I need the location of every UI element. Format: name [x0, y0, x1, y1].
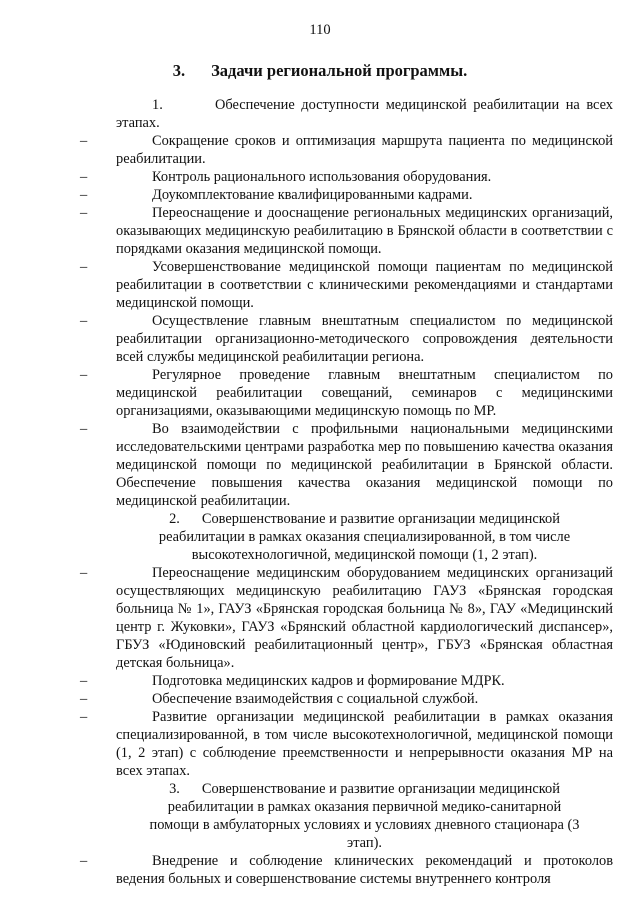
dash-marker: – — [80, 565, 88, 581]
document-body — [80, 96, 614, 888]
list-item — [80, 366, 613, 420]
list-item — [80, 204, 613, 258]
section-text: Совершенствование и развитие организации медицинской реабилитации в рамках оказания специализированной, в том числе высокотехнологичной, медицинской помощи (1, 2 этап). — [158, 511, 571, 563]
list-item — [80, 168, 613, 186]
list-item-text: Доукомплектование квалифицированными кадрами. — [152, 187, 473, 203]
list-item-text: Регулярное проведение главным внештатным специалистом по медицинской реабилитации совещаний, семинаров с медицинскими организациями, оказывающими медицинскую помощь по МР. — [116, 367, 613, 419]
dash-marker: – — [80, 133, 88, 149]
list-item — [80, 690, 613, 708]
list-item — [80, 258, 613, 312]
list-item-text: Контроль рационального использования оборудования. — [152, 169, 492, 185]
heading-number: 3. — [172, 61, 186, 80]
heading-title: Задачи региональной программы. — [211, 61, 468, 80]
section-number: 3. — [169, 781, 180, 797]
list-item — [80, 672, 613, 690]
list-item — [80, 132, 613, 168]
dash-marker: – — [80, 421, 88, 437]
list-item-text: Осуществление главным внештатным специалистом по медицинской реабилитации организационно-методического сопровождения деятельности всей службы медицинской реабилитации региона. — [116, 313, 613, 365]
dash-marker: – — [80, 367, 88, 383]
list-item — [80, 564, 613, 672]
list-item-text: Развитие организации медицинской реабилитации в рамках оказания специализированной, в том числе высокотехнологичной, медицинской помощи (1, 2 этап) с соблюдение преемственности и непрерывности оказания МР на всех этапах. — [116, 709, 613, 779]
page-number: 110 — [309, 22, 331, 38]
dash-marker: – — [80, 187, 88, 203]
section-text: Совершенствование и развитие организации медицинской реабилитации в рамках оказания первичной медико-санитарной помощи в амбулаторных условиях и условиях дневного стационара (3 этап). — [149, 781, 580, 851]
list-item-text: Усовершенствование медицинской помощи пациентам по медицинской реабилитации в соответствии с клиническими рекомендациями и стандартами медицинской помощи. — [116, 259, 613, 311]
dash-marker: – — [80, 691, 88, 707]
list-item — [80, 708, 613, 780]
dash-marker: – — [80, 673, 88, 689]
list-item-text: Сокращение сроков и оптимизация маршрута пациента по медицинской реабилитации. — [116, 133, 613, 167]
section-heading — [0, 61, 640, 81]
dash-marker: – — [80, 205, 88, 221]
item-text: Обеспечение доступности медицинской реабилитации на всех этапах. — [116, 97, 614, 131]
section-3-heading — [116, 780, 613, 852]
section-number: 2. — [169, 511, 180, 527]
dash-marker: – — [80, 169, 88, 185]
list-item-text: Обеспечение взаимодействия с социальной службой. — [152, 691, 479, 707]
list-item-text: Переоснащение медицинским оборудованием медицинских организаций осуществляющих медицинскую реабилитацию ГАУЗ «Брянская городская больница № 1», ГАУЗ «Брянская городская больница № 8», ГАУ «Медицинский центр г. Жуковки», ГАУЗ «Брянский областной кардиологический диспансер», ГБУЗ «Юдиновский реабилитационный центр», ГБУЗ «Брянская областная детская больница». — [116, 565, 613, 671]
list-item — [80, 420, 613, 510]
list-item-text: Подготовка медицинских кадров и формирование МДРК. — [152, 673, 505, 689]
item-number: 1. — [152, 97, 163, 113]
dash-marker: – — [80, 853, 88, 869]
list-item-text: Во взаимодействии с профильными национальными медицинскими исследовательскими центрами разработка мер по повышению качества оказания медицинской помощи по медицинской реабилитации в Брянской области. Обеспечение повышения качества оказания медицинской помощи по медицинской реабилитации. — [116, 421, 613, 509]
list-item — [80, 312, 613, 366]
dash-marker: – — [80, 313, 88, 329]
dash-marker: – — [80, 709, 88, 725]
numbered-item-1 — [116, 96, 613, 132]
list-item — [80, 186, 613, 204]
list-item-text: Внедрение и соблюдение клинических рекомендаций и протоколов ведения больных и совершенствование системы внутреннего контроля — [116, 853, 613, 887]
section-2-heading — [116, 510, 613, 564]
dash-marker: – — [80, 259, 88, 275]
list-item — [80, 852, 613, 888]
list-item-text: Переоснащение и дооснащение региональных медицинских организаций, оказывающих медицинскую реабилитацию в Брянской области в соответствии с порядками оказания медицинской помощи. — [116, 205, 613, 257]
